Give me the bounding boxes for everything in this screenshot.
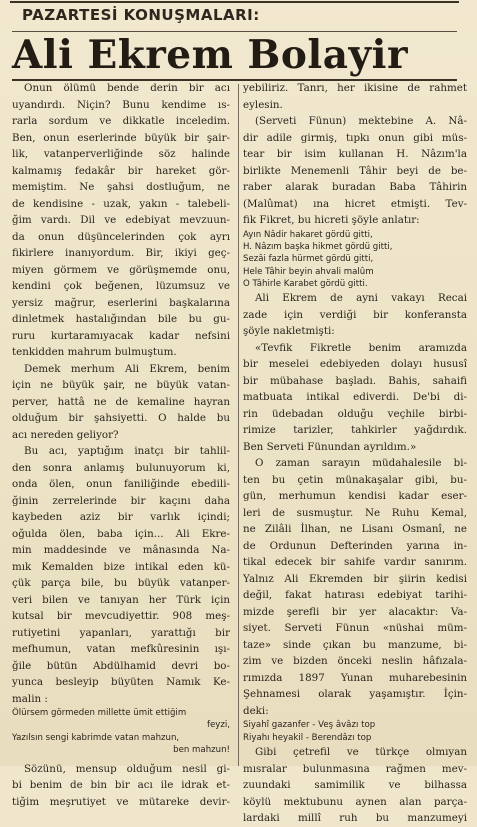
text-line: «Tevfik Fikretle benim aramızda xyxy=(255,341,467,354)
text-line: ten bu çetin münakaşalar gibi, bu- xyxy=(243,473,467,486)
verse-line: O Tâhirle Karabet gördü gitti. xyxy=(243,279,368,290)
text-line: memiştim. Ne şahsi dostluğum, ne xyxy=(12,181,230,193)
verse-line: Sezâi fazla hürmet gördü gitti, xyxy=(243,254,374,265)
text-line: leri de susmuştur. Ne Ruhu Kemal, xyxy=(243,506,467,519)
text-line: Bu acı, yaptığım inatçı bir tahlil- xyxy=(24,445,230,457)
text-line: Ben Serveti Fünundan ayrıldım.» xyxy=(243,440,417,453)
text-line: mısralar bulunmasına rağmen mev- xyxy=(243,762,467,775)
text-line: uyandırdı. Niçin? Bunu kendime ıs- xyxy=(12,98,230,111)
left-column xyxy=(12,80,230,810)
text-line: rımızda 1897 Yunan muharebesinin xyxy=(243,671,467,684)
text-line: eylesin. xyxy=(243,98,283,111)
top-rule xyxy=(10,1,459,3)
text-line: için ne büyük şair, ne büyük vatan- xyxy=(12,379,230,391)
text-line: tear bir isim kullanan H. Nâzım'la xyxy=(243,148,467,160)
text-line: de Ordunun Defterinden yarına in- xyxy=(243,539,467,552)
text-line: onda ölen, onun faniliğinde ebedili- xyxy=(12,478,230,490)
text-line: kutsal bir mevcudiyettir. 908 meş- xyxy=(12,610,230,622)
text-line: fik Fikret, bu hicreti şöyle anlatır: xyxy=(243,214,420,226)
text-line: tikal edecek bir sahife vardır sanırım. xyxy=(243,556,467,569)
article-headline: Ali Ekrem Bolayir xyxy=(12,32,409,78)
text-line: taze» sinde çıkan bu manzume, bi- xyxy=(243,638,467,651)
section-title: PAZARTESİ KONUŞMALARI: xyxy=(22,6,260,24)
text-line: bir mübahase başladı. Bahis, sahaifi xyxy=(243,374,467,387)
text-line: den sonra anlamış bulunuyorum ki, xyxy=(12,461,230,474)
text-line: yunca besleyip büyüten Namık Ke- xyxy=(12,676,230,688)
text-line: Gibi çetrefil ve türkçe olmıyan xyxy=(255,746,467,759)
text-line: rutiyetini yapanları, yarattığı bir xyxy=(12,626,230,639)
text-line: (Serveti Fünun) mektebine A. Nâ- xyxy=(255,115,467,127)
text-line: min maddesinde ve mânasında Na- xyxy=(12,544,230,556)
text-line: miyen görmem ve görüşmemde onu, xyxy=(12,263,230,276)
text-line: Demek merhum Ali Ekrem, benim xyxy=(24,362,230,375)
text-line: zade için verdiği bir konferansta xyxy=(243,308,467,321)
text-line: bi benim de bin bir acı ile idrak et- xyxy=(12,779,230,792)
verse-line: ben mahzun! xyxy=(173,745,230,756)
text-line: Onun ölümü bende derin bir acı xyxy=(24,82,230,94)
text-line: perver, hattâ ne de kemaline hayran xyxy=(12,395,230,408)
text-line: malin : xyxy=(12,692,48,705)
text-line: raber alarak buradan Baba Tâhirin xyxy=(243,181,467,193)
text-line: mizde şerefli bir yer alacaktır: Va- xyxy=(243,605,467,618)
text-line: tiğim meşrutiyet ve mütareke devir- xyxy=(12,795,230,808)
text-line: ne Zilâli İlhan, ne Lisanı Osmanî, ne xyxy=(243,523,467,536)
text-line: ğim vardı. Dil ve edebiyat mevzuun- xyxy=(12,214,230,226)
verse-line: Ayın Nâdir hakaret gördü gitti, xyxy=(243,229,373,240)
verse-line: Riyahı heyakil - Berendâzı top xyxy=(243,732,372,743)
text-line: rarla sordum ve dikkatle inceledim. xyxy=(12,115,230,127)
text-line: yebiliriz. Tanrı, her ikisine de rahmet xyxy=(243,82,467,94)
verse-line: Ölürsem görmeden millette ümit ettiğim xyxy=(12,708,187,718)
text-line: da onun düşüncelerinden çok ayrı xyxy=(12,230,230,243)
text-line: dinletmek hastalığından bile bu gu- xyxy=(12,313,230,325)
text-line: kendini çok beğenen, lüzumsuz ve xyxy=(12,280,230,292)
text-line: Ben, onun eserlerinde büyük bir şair- xyxy=(12,131,230,144)
verse-line: Siyahî gazanfer - Veş âvâzı top xyxy=(243,720,376,731)
text-line: (Malûmat) ına hicret etmişti. Tev- xyxy=(243,197,467,210)
text-line: matbuata intikal ediverdi. De'bi di- xyxy=(243,391,467,404)
text-line: mık Kemalden bize intikal eden kü- xyxy=(12,560,230,573)
column-divider xyxy=(238,84,239,766)
text-line: lik, vatanperverliğinde söz halinde xyxy=(12,148,230,160)
text-line: ğinin zerrelerinde bir kaçını daha xyxy=(12,494,230,507)
text-line: Şehnamesi olarak yaşamıştır. İçin- xyxy=(243,688,467,701)
verse-line: H. Nâzım başka hikmet gördü gitti, xyxy=(243,241,393,252)
text-line: acı nereden geliyor? xyxy=(12,428,119,441)
text-line: dir adile girmiş, tıpkı onun gibi müs- xyxy=(243,131,467,144)
text-line: Ali Ekrem de ayni vakayı Recai xyxy=(255,292,467,305)
text-line: rin üdebadan olduğu veçhile birbi- xyxy=(243,407,467,420)
text-line: tenkidden mahrum bulmuştum. xyxy=(12,346,177,358)
text-line: Sözünü, mensup olduğum nesil gi- xyxy=(24,762,230,775)
text-line: veri bilen ve tanıyan her Türk için xyxy=(12,593,230,606)
text-line: lardaki millî ruh bu manzumeyi xyxy=(243,812,467,825)
text-line: değil, fakat hatırası edebiyat tarihi- xyxy=(243,589,467,602)
verse-line: Yazılsın sengi kabrimde vatan mahzun, xyxy=(12,732,180,743)
text-line: bir meselei edebiyeden dolayı hususî xyxy=(243,358,467,371)
right-column xyxy=(243,80,467,827)
text-line: şöyle nakletmişti: xyxy=(243,325,335,338)
text-line: mefhumun, vatan mefkûresinin ışı- xyxy=(12,643,230,655)
text-line: rimize tarizler, tahkirler yağdırdık. xyxy=(243,424,467,437)
text-line: O zaman sarayın müdahalesile bi- xyxy=(255,457,467,470)
text-line: yersiz mağrur, eserlerini başkalarına xyxy=(12,296,230,309)
text-line: Yalnız Ali Ekremden bir şiirin kedisi xyxy=(243,572,467,585)
text-line: çük parça bile, bu büyük vatanper- xyxy=(12,577,230,589)
text-line: zim ve bizden önceki neslin hâfızala- xyxy=(243,655,467,668)
text-line: fikirlere inanıyordum. Bir, ikiyi geç- xyxy=(12,247,230,259)
text-line: kalmamış fedakâr bir hareket gör- xyxy=(12,164,230,177)
verse-line: feyzi, xyxy=(206,720,230,731)
verse-line: Hele Tâhir beyin ahvali malûm xyxy=(243,266,374,277)
text-line: birlikte Menemenli Tâhir beyi de be- xyxy=(243,164,467,177)
text-line: ruru kurtaramıyacak kadar nefsini xyxy=(12,329,230,342)
text-line: köylü mektubunu aynen alan parça- xyxy=(243,795,467,808)
text-line: siyet. Serveti Fünun «nüshai müm- xyxy=(243,622,467,635)
text-line: kaybeden aziz bir varlık içindi; xyxy=(12,511,230,523)
text-line: gün, merhumun kendisi kadar eser- xyxy=(243,490,467,503)
text-line: de kendisine - uzak, yakın - talebeli- xyxy=(12,197,230,210)
text-line: zuundaki samimilik ve bilhassa xyxy=(243,779,467,792)
text-line: olduğum bir şahsiyetti. O halde bu xyxy=(12,412,230,424)
text-line: deki: xyxy=(243,704,269,717)
text-line: oğulda ölen, baba için... Ali Ekre- xyxy=(12,527,230,540)
text-line: ğile bütün Abdülhamid devri bo- xyxy=(12,659,230,672)
